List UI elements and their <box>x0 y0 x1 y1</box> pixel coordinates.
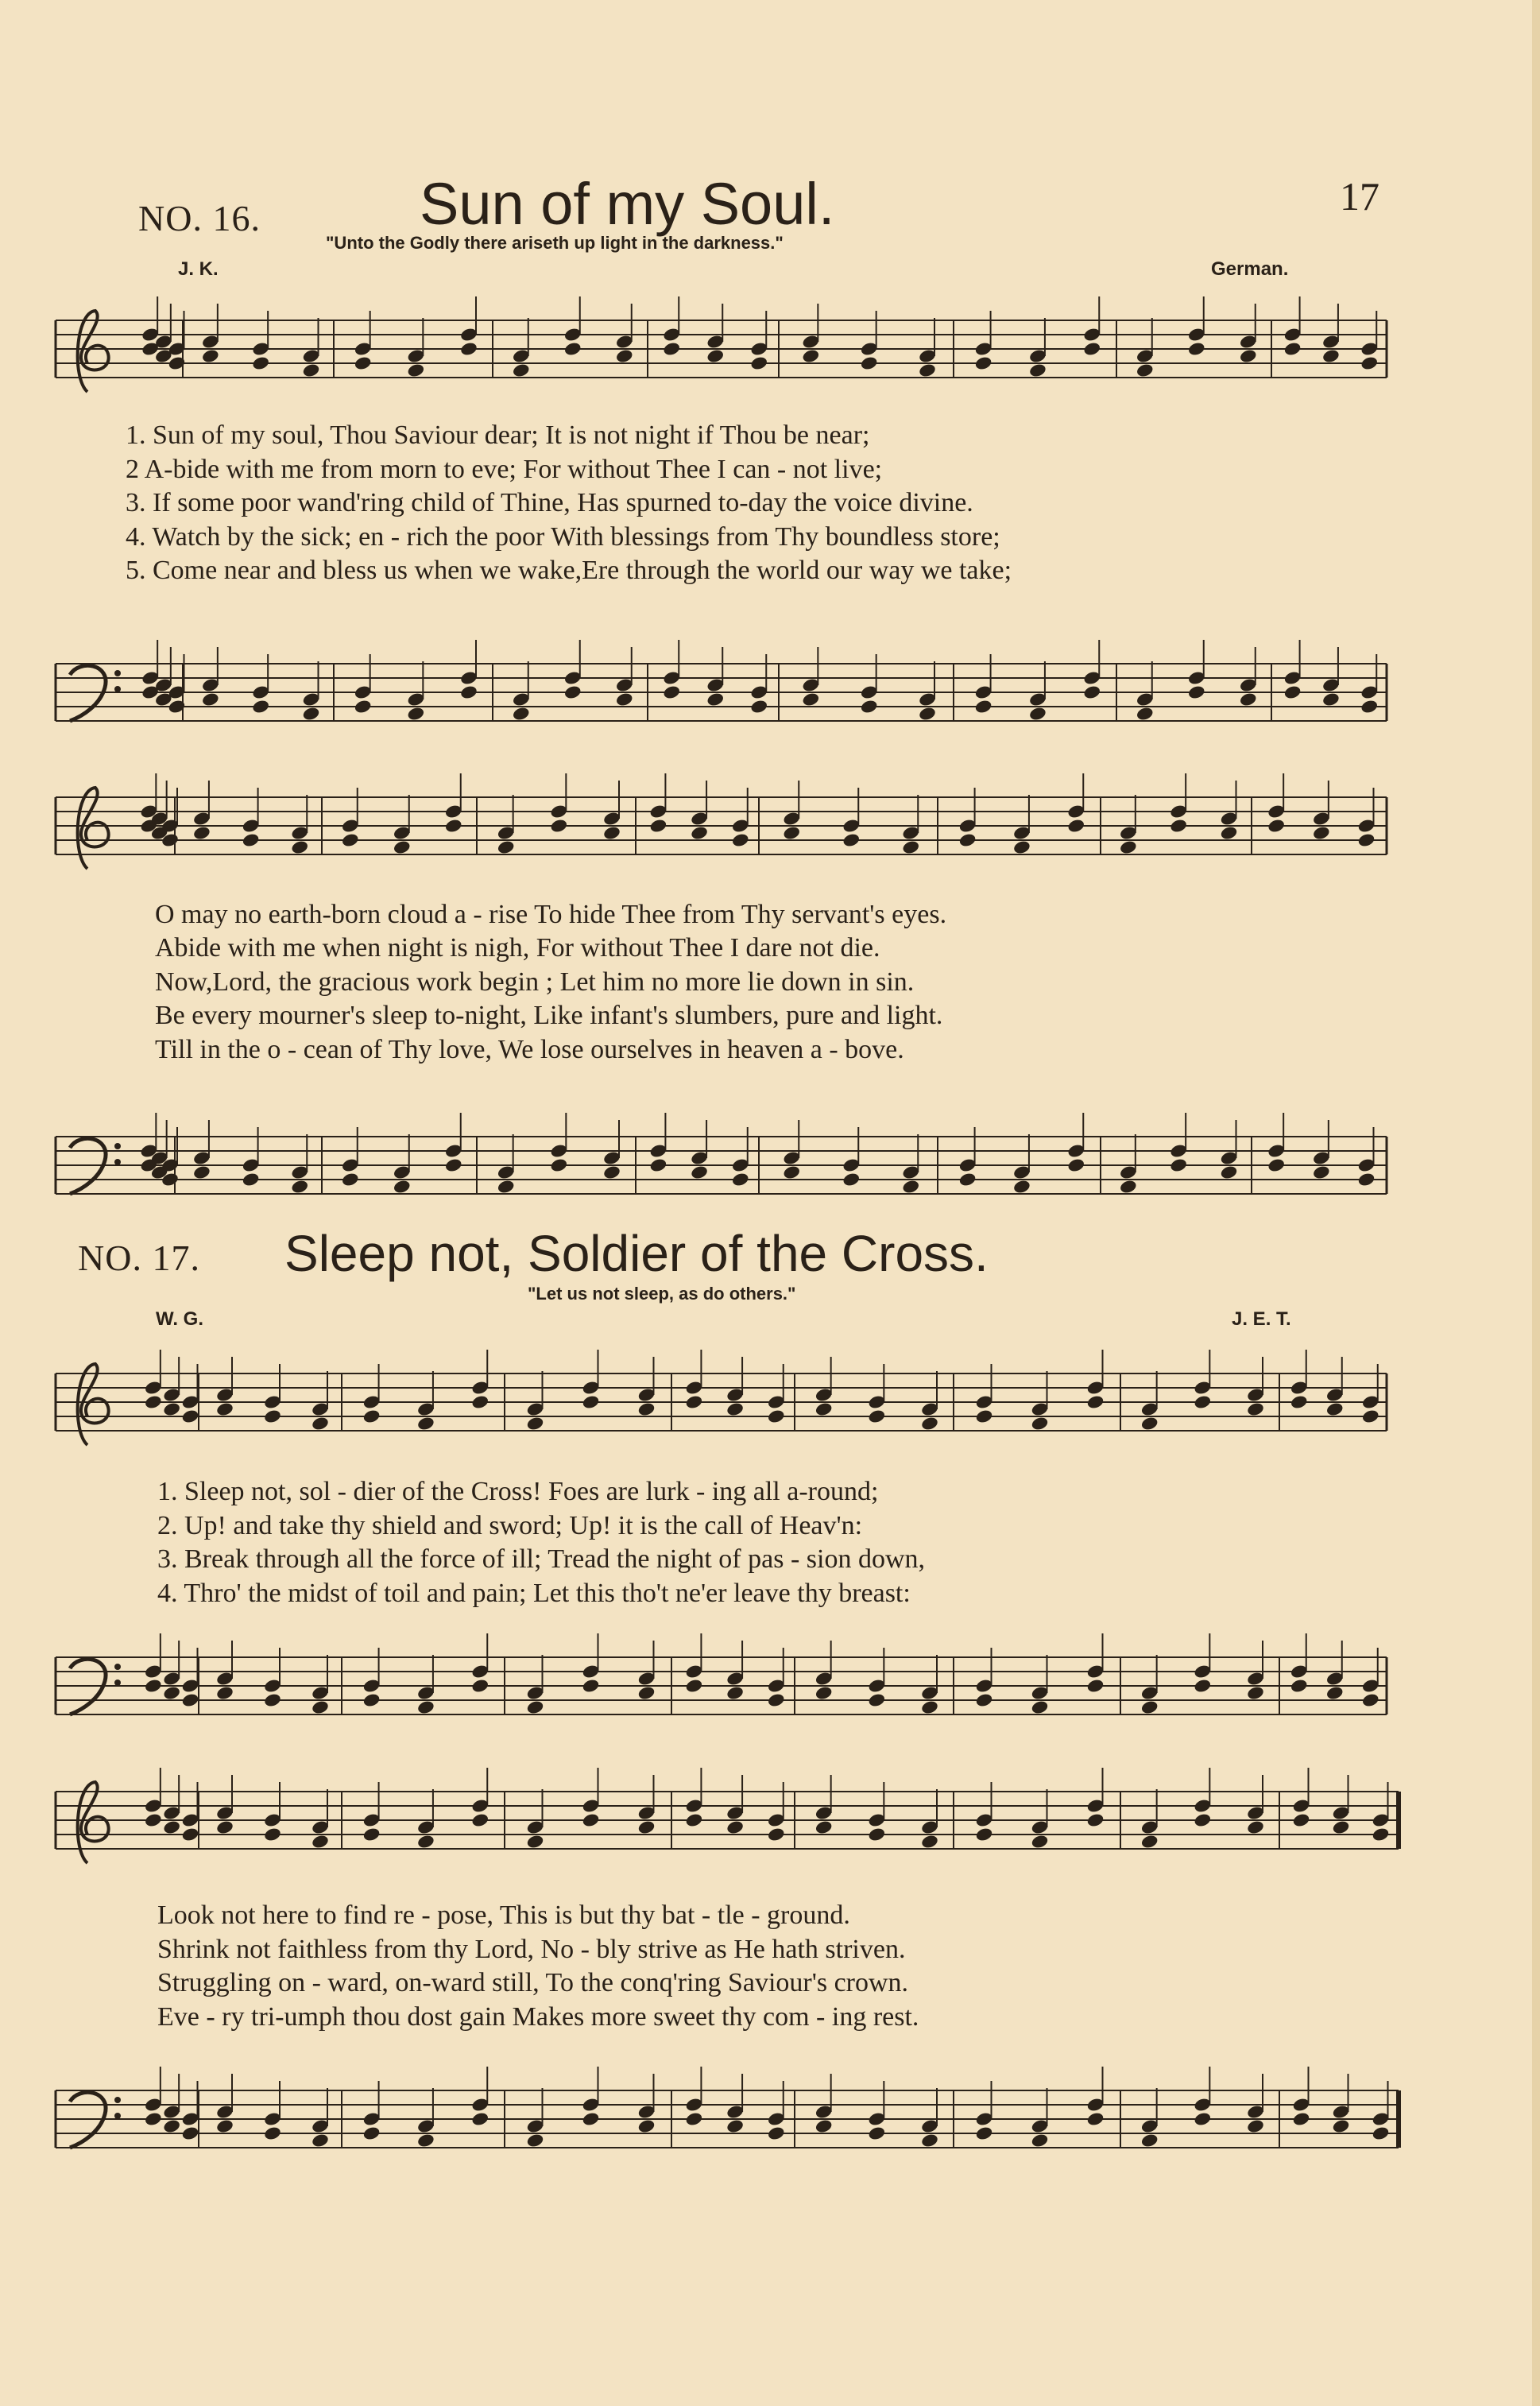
note-head <box>393 1179 412 1195</box>
note-head <box>1082 341 1101 357</box>
note-head <box>263 1408 282 1424</box>
note-head <box>393 839 412 855</box>
note-head <box>1086 1394 1105 1410</box>
note-head <box>901 839 920 855</box>
verse-line: Eve - ry tri-umph thou dost gain Makes more sweet thy com - ing rest. <box>157 2002 919 2032</box>
note-head <box>1361 1692 1380 1708</box>
note-head <box>918 362 937 378</box>
bass-clef-dot <box>114 2097 121 2103</box>
note-head <box>767 1827 786 1842</box>
note-head <box>1246 1401 1265 1417</box>
note-head <box>362 1692 381 1708</box>
note-head <box>602 825 621 841</box>
note-head <box>1321 692 1341 707</box>
note-head <box>782 825 801 841</box>
note-head <box>637 1819 656 1835</box>
note-head <box>767 1408 786 1424</box>
verse-line: Abide with me when night is nigh, For without Thee I dare not die. <box>155 933 880 963</box>
note-head <box>1372 2125 1391 2141</box>
hymn-title: Sleep not, Soldier of the Cross. <box>284 1225 989 1282</box>
note-head <box>1136 706 1155 722</box>
note-head <box>782 1164 801 1180</box>
bass-clef-dot <box>114 670 121 676</box>
note-head <box>1194 1394 1213 1410</box>
note-head <box>1239 692 1258 707</box>
note-head <box>1220 825 1239 841</box>
note-head <box>1361 1408 1380 1424</box>
note-head <box>201 348 220 364</box>
composer-credit: J. E. T. <box>1232 1308 1291 1330</box>
note-head <box>1140 1834 1159 1850</box>
note-head <box>1169 818 1188 834</box>
note-head <box>649 818 668 834</box>
verse-line: 1. Sun of my soul, Thou Saviour dear; It is not night if Thou be near; <box>126 420 870 450</box>
verse-line: 5. Come near and bless us when we wake,Ere through the world our way we take; <box>126 556 1012 585</box>
verse-line: O may no earth-born cloud a - rise To hide Thee from Thy servant's eyes. <box>155 900 947 929</box>
note-head <box>637 1685 656 1701</box>
note-head <box>1066 1157 1085 1173</box>
note-head <box>1086 1678 1105 1694</box>
note-head <box>802 692 821 707</box>
note-head <box>416 2133 435 2148</box>
note-head <box>215 1819 234 1835</box>
note-head <box>341 1172 360 1188</box>
note-head <box>1194 2111 1213 2127</box>
bass-clef-dot <box>114 1680 121 1686</box>
note-head <box>958 1172 977 1188</box>
bass-clef-icon <box>70 1138 106 1194</box>
verse-line: 2. Up! and take thy shield and sword; Up! it is the call of Heav'n: <box>157 1511 863 1540</box>
bass-clef-icon <box>70 2092 106 2148</box>
note-head <box>920 2133 939 2148</box>
note-head <box>407 362 426 378</box>
note-head <box>1325 1685 1345 1701</box>
hymn-number: NO. 17. <box>78 1238 200 1278</box>
note-head <box>958 832 977 848</box>
note-head <box>512 362 531 378</box>
treble-clef-icon <box>78 1364 109 1445</box>
note-head <box>362 2125 381 2141</box>
author-credit: W. G. <box>156 1308 203 1330</box>
note-head <box>685 1678 704 1694</box>
note-head <box>802 348 821 364</box>
note-head <box>1086 1812 1105 1828</box>
note-head <box>749 355 768 371</box>
note-head <box>685 1812 704 1828</box>
note-head <box>1140 1699 1159 1715</box>
verse-line: 3. Break through all the force of ill; Tread the night of pas - sion down, <box>157 1544 925 1574</box>
note-head <box>354 699 373 715</box>
note-head <box>1239 348 1258 364</box>
bass-clef-icon <box>70 1659 106 1714</box>
verse-line: Till in the o - cean of Thy love, We lose ourselves in heaven a - bove. <box>155 1035 904 1064</box>
note-head <box>1028 706 1047 722</box>
note-head <box>1246 1685 1265 1701</box>
note-head <box>526 2133 545 2148</box>
note-head <box>311 1834 330 1850</box>
note-head <box>1220 1164 1239 1180</box>
note-head <box>1357 832 1376 848</box>
note-head <box>1283 341 1302 357</box>
note-head <box>1267 818 1286 834</box>
note-head <box>1360 355 1379 371</box>
note-head <box>162 1401 181 1417</box>
note-head <box>749 699 768 715</box>
note-head <box>550 818 569 834</box>
note-head <box>162 1819 181 1835</box>
note-head <box>1012 1179 1031 1195</box>
note-head <box>290 1179 309 1195</box>
note-head <box>263 1827 282 1842</box>
note-head <box>192 1164 211 1180</box>
note-head <box>1194 1678 1213 1694</box>
note-head <box>1292 2111 1311 2127</box>
note-head <box>690 1164 709 1180</box>
note-head <box>302 706 321 722</box>
verse-line: Look not here to find re - pose, This is but thy bat - tle - ground. <box>157 1900 850 1930</box>
note-head <box>1312 1164 1331 1180</box>
note-head <box>1267 1157 1286 1173</box>
note-head <box>1031 1699 1050 1715</box>
note-head <box>242 1172 261 1188</box>
note-head <box>901 1179 920 1195</box>
note-head <box>263 2125 282 2141</box>
note-head <box>470 1678 489 1694</box>
note-head <box>144 2111 163 2127</box>
note-head <box>974 355 993 371</box>
epigraph: "Let us not sleep, as do others." <box>528 1284 796 1304</box>
note-head <box>582 2111 601 2127</box>
note-head <box>444 818 463 834</box>
note-head <box>726 2118 745 2134</box>
note-head <box>1246 2118 1265 2134</box>
note-head <box>602 1164 621 1180</box>
note-head <box>1246 1819 1265 1835</box>
note-head <box>1360 699 1379 715</box>
note-head <box>181 1827 200 1842</box>
note-head <box>1357 1172 1376 1188</box>
bass-clef-dot <box>114 2113 121 2119</box>
note-head <box>1325 1401 1345 1417</box>
note-head <box>1312 825 1331 841</box>
note-head <box>1187 341 1206 357</box>
note-head <box>637 1401 656 1417</box>
note-head <box>1086 2111 1105 2127</box>
treble-clef-icon <box>78 788 109 869</box>
note-head <box>975 2125 994 2141</box>
note-head <box>459 684 478 700</box>
note-head <box>563 684 582 700</box>
note-head <box>144 1812 163 1828</box>
note-head <box>1169 1157 1188 1173</box>
note-head <box>354 355 373 371</box>
note-head <box>868 1692 887 1708</box>
note-head <box>920 1699 939 1715</box>
note-head <box>526 1834 545 1850</box>
verse-line: Now,Lord, the gracious work begin ; Let him no more lie down in sin. <box>155 967 915 997</box>
hymn-title: Sun of my Soul. <box>420 171 835 237</box>
note-head <box>1119 1179 1138 1195</box>
note-head <box>512 706 531 722</box>
note-head <box>767 2125 786 2141</box>
note-head <box>860 699 879 715</box>
note-head <box>615 692 634 707</box>
note-head <box>920 1834 939 1850</box>
note-head <box>1012 839 1031 855</box>
note-head <box>814 1685 834 1701</box>
verse-line: 1. Sleep not, sol - dier of the Cross! Foes are lurk - ing all a-round; <box>157 1477 879 1506</box>
note-head <box>868 1408 887 1424</box>
note-head <box>162 1685 181 1701</box>
note-head <box>215 1685 234 1701</box>
verse-line: 3. If some poor wand'ring child of Thine, Has spurned to-day the voice divine. <box>126 488 973 517</box>
note-head <box>144 1678 163 1694</box>
note-head <box>302 362 321 378</box>
note-head <box>444 1157 463 1173</box>
note-head <box>860 355 879 371</box>
note-head <box>582 1812 601 1828</box>
note-head <box>242 832 261 848</box>
note-head <box>162 2118 181 2134</box>
note-head <box>1332 2118 1351 2134</box>
note-head <box>526 1416 545 1432</box>
note-head <box>181 1408 200 1424</box>
note-head <box>1082 684 1101 700</box>
note-head <box>201 692 220 707</box>
note-head <box>416 1834 435 1850</box>
note-head <box>1028 362 1047 378</box>
note-head <box>1290 1394 1309 1410</box>
hymn-number: NO. 16. <box>138 198 261 238</box>
note-head <box>1119 839 1138 855</box>
note-head <box>706 692 725 707</box>
note-head <box>290 839 309 855</box>
note-head <box>685 2111 704 2127</box>
note-head <box>1194 1812 1213 1828</box>
page-number: 17 <box>1340 174 1379 219</box>
note-head <box>975 1692 994 1708</box>
note-head <box>975 1408 994 1424</box>
note-head <box>1031 1834 1050 1850</box>
note-head <box>1321 348 1341 364</box>
note-head <box>311 1699 330 1715</box>
note-head <box>1332 1819 1351 1835</box>
note-head <box>251 355 270 371</box>
note-head <box>416 1699 435 1715</box>
note-head <box>706 348 725 364</box>
note-head <box>1292 1812 1311 1828</box>
note-head <box>842 1172 861 1188</box>
bass-clef-dot <box>114 686 121 692</box>
note-head <box>550 1157 569 1173</box>
note-head <box>470 2111 489 2127</box>
note-head <box>767 1692 786 1708</box>
author-credit: J. K. <box>178 258 219 280</box>
note-head <box>615 348 634 364</box>
note-head <box>215 2118 234 2134</box>
note-head <box>1140 1416 1159 1432</box>
note-head <box>470 1394 489 1410</box>
bass-clef-dot <box>114 1143 121 1149</box>
note-head <box>1136 362 1155 378</box>
note-head <box>1066 818 1085 834</box>
composer-credit: German. <box>1211 258 1289 280</box>
note-head <box>814 2118 834 2134</box>
note-head <box>662 684 681 700</box>
note-head <box>1187 684 1206 700</box>
note-head <box>685 1394 704 1410</box>
note-head <box>918 706 937 722</box>
note-head <box>1031 1416 1050 1432</box>
note-head <box>497 839 516 855</box>
note-head <box>1290 1678 1309 1694</box>
treble-clef-icon <box>78 1782 109 1863</box>
note-head <box>563 341 582 357</box>
note-head <box>1140 2133 1159 2148</box>
note-head <box>662 341 681 357</box>
note-head <box>1283 684 1302 700</box>
note-head <box>215 1401 234 1417</box>
bass-clef-dot <box>114 1664 121 1670</box>
note-head <box>868 2125 887 2141</box>
note-head <box>731 1172 750 1188</box>
note-head <box>582 1394 601 1410</box>
note-head <box>975 1827 994 1842</box>
note-head <box>341 832 360 848</box>
verse-line: Be every mourner's sleep to-night, Like infant's slumbers, pure and light. <box>155 1001 943 1030</box>
note-head <box>407 706 426 722</box>
note-head <box>362 1827 381 1842</box>
note-head <box>1031 2133 1050 2148</box>
note-head <box>649 1157 668 1173</box>
verse-line: 4. Watch by the sick; en - rich the poor With blessings from Thy boundless store; <box>126 522 1000 552</box>
note-head <box>1372 1827 1391 1842</box>
note-head <box>459 341 478 357</box>
note-head <box>192 825 211 841</box>
note-head <box>263 1692 282 1708</box>
epigraph: "Unto the Godly there ariseth up light in the darkness." <box>326 233 784 253</box>
note-head <box>842 832 861 848</box>
note-head <box>690 825 709 841</box>
verse-line: Struggling on - ward, on-ward still, To the conq'ring Saviour's crown. <box>157 1968 909 1997</box>
note-head <box>470 1812 489 1828</box>
note-head <box>637 2118 656 2134</box>
note-head <box>251 699 270 715</box>
bass-clef-icon <box>70 665 106 721</box>
note-head <box>181 1692 200 1708</box>
note-head <box>311 2133 330 2148</box>
note-head <box>726 1819 745 1835</box>
treble-clef-icon <box>78 311 109 392</box>
note-head <box>311 1416 330 1432</box>
note-head <box>497 1179 516 1195</box>
note-head <box>726 1401 745 1417</box>
note-head <box>181 2125 200 2141</box>
note-head <box>814 1401 834 1417</box>
note-head <box>726 1685 745 1701</box>
verse-line: 4. Thro' the midst of toil and pain; Let this tho't ne'er leave thy breast: <box>157 1579 911 1608</box>
note-head <box>974 699 993 715</box>
note-head <box>868 1827 887 1842</box>
note-head <box>416 1416 435 1432</box>
verse-line: 2 A-bide with me from morn to eve; For without Thee I can - not live; <box>126 455 883 484</box>
note-head <box>814 1819 834 1835</box>
note-head <box>920 1416 939 1432</box>
bass-clef-dot <box>114 1159 121 1165</box>
note-head <box>731 832 750 848</box>
note-head <box>144 1394 163 1410</box>
note-head <box>526 1699 545 1715</box>
note-head <box>582 1678 601 1694</box>
note-head <box>362 1408 381 1424</box>
verse-line: Shrink not faithless from thy Lord, No - bly strive as He hath striven. <box>157 1935 906 1964</box>
